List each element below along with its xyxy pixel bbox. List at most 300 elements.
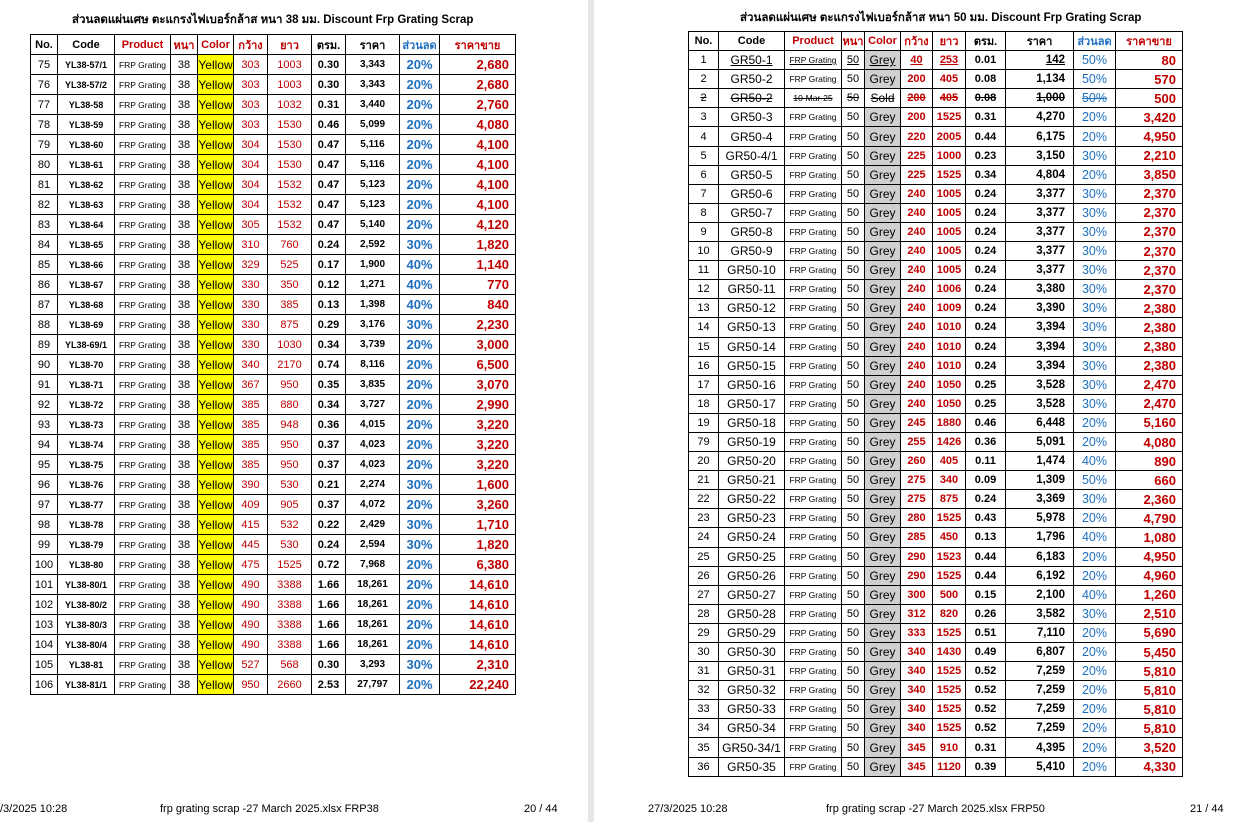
cell-width: 200 — [901, 70, 933, 89]
cell-price: 5,140 — [346, 215, 400, 235]
cell-code: YL38-61 — [58, 155, 115, 175]
cell-thickness: 50 — [842, 394, 865, 413]
cell-color: Grey — [865, 299, 901, 318]
cell-price: 3,582 — [1006, 604, 1074, 623]
cell-thickness: 38 — [171, 395, 198, 415]
cell-length: 820 — [933, 604, 966, 623]
cell-width: 225 — [901, 146, 933, 165]
cell-no: 85 — [31, 255, 58, 275]
cell-thickness: 50 — [842, 585, 865, 604]
cell-code: GR50-8 — [719, 222, 785, 241]
cell-length: 1530 — [268, 115, 312, 135]
cell-width: 340 — [901, 643, 933, 662]
cell-product: 10-Mar-25 — [785, 89, 842, 108]
header-code: Code — [58, 35, 115, 55]
cell-price: 2,594 — [346, 535, 400, 555]
cell-no: 97 — [31, 495, 58, 515]
table-row — [31, 635, 516, 655]
cell-no: 83 — [31, 215, 58, 235]
cell-price: 3,343 — [346, 55, 400, 75]
cell-code: GR50-14 — [719, 337, 785, 356]
cell-length: 1005 — [933, 203, 966, 222]
table-row — [689, 51, 1183, 70]
cell-code: GR50-3 — [719, 108, 785, 127]
cell-code: GR50-34/1 — [719, 738, 785, 757]
cell-color: Grey — [865, 318, 901, 337]
cell-length: 1525 — [933, 719, 966, 738]
cell-no: 5 — [689, 146, 719, 165]
cell-sale-price: 2,470 — [1116, 375, 1183, 394]
cell-length: 1430 — [933, 643, 966, 662]
cell-discount: 20% — [400, 615, 440, 635]
cell-length: 1525 — [933, 623, 966, 642]
cell-sqm: 0.52 — [966, 681, 1006, 700]
cell-no: 27 — [689, 585, 719, 604]
cell-code: YL38-81/1 — [58, 675, 115, 695]
left-price-table — [30, 34, 516, 695]
cell-length: 532 — [268, 515, 312, 535]
cell-price: 7,259 — [1006, 719, 1074, 738]
cell-sqm: 0.24 — [966, 299, 1006, 318]
cell-sale-price: 2,380 — [1116, 337, 1183, 356]
cell-code: GR50-22 — [719, 490, 785, 509]
cell-width: 40 — [901, 51, 933, 70]
cell-price: 5,116 — [346, 135, 400, 155]
cell-thickness: 38 — [171, 335, 198, 355]
cell-product: FRP Grating — [115, 55, 171, 75]
table-row — [689, 490, 1183, 509]
cell-product: FRP Grating — [115, 275, 171, 295]
cell-price: 3,390 — [1006, 299, 1074, 318]
table-row — [689, 547, 1183, 566]
cell-sale-price: 5,810 — [1116, 662, 1183, 681]
cell-product: FRP Grating — [785, 375, 842, 394]
cell-product: FRP Grating — [785, 738, 842, 757]
cell-sqm: 0.39 — [966, 757, 1006, 776]
cell-product: FRP Grating — [115, 195, 171, 215]
cell-color: Grey — [865, 261, 901, 280]
cell-discount: 20% — [1074, 757, 1116, 776]
cell-thickness: 38 — [171, 155, 198, 175]
cell-no: 6 — [689, 165, 719, 184]
left-page — [0, 0, 588, 822]
cell-color: Grey — [865, 394, 901, 413]
cell-width: 340 — [901, 700, 933, 719]
cell-thickness: 38 — [171, 135, 198, 155]
cell-code: YL38-67 — [58, 275, 115, 295]
cell-sqm: 0.23 — [966, 146, 1006, 165]
cell-product: FRP Grating — [785, 337, 842, 356]
cell-sqm: 0.08 — [966, 89, 1006, 108]
cell-no: 92 — [31, 395, 58, 415]
cell-discount: 30% — [1074, 222, 1116, 241]
header-product: Product — [785, 32, 842, 51]
table-row — [689, 356, 1183, 375]
cell-color: Yellow — [198, 395, 234, 415]
cell-product: FRP Grating — [115, 295, 171, 315]
cell-no: 101 — [31, 575, 58, 595]
left-table-body — [31, 55, 516, 695]
cell-width: 345 — [901, 738, 933, 757]
cell-sale-price: 3,000 — [440, 335, 516, 355]
cell-no: 4 — [689, 127, 719, 146]
cell-sqm: 0.47 — [312, 175, 346, 195]
cell-width: 240 — [901, 375, 933, 394]
cell-width: 385 — [234, 415, 268, 435]
cell-sale-price: 4,100 — [440, 135, 516, 155]
cell-price: 3,377 — [1006, 203, 1074, 222]
cell-length: 405 — [933, 452, 966, 471]
cell-price: 5,091 — [1006, 432, 1074, 451]
cell-sale-price: 2,370 — [1116, 280, 1183, 299]
cell-no: 93 — [31, 415, 58, 435]
cell-length: 530 — [268, 475, 312, 495]
cell-code: YL38-57/1 — [58, 55, 115, 75]
cell-no: 36 — [689, 757, 719, 776]
cell-price: 5,099 — [346, 115, 400, 135]
cell-product: FRP Grating — [785, 662, 842, 681]
cell-width: 245 — [901, 413, 933, 432]
cell-color: Yellow — [198, 175, 234, 195]
cell-no: 87 — [31, 295, 58, 315]
cell-width: 367 — [234, 375, 268, 395]
cell-width: 240 — [901, 242, 933, 261]
cell-discount: 20% — [400, 75, 440, 95]
cell-price: 4,023 — [346, 435, 400, 455]
cell-no: 102 — [31, 595, 58, 615]
cell-discount: 30% — [1074, 356, 1116, 375]
cell-length: 1005 — [933, 184, 966, 203]
cell-discount: 30% — [1074, 318, 1116, 337]
cell-product: FRP Grating — [785, 184, 842, 203]
cell-sqm: 0.24 — [312, 235, 346, 255]
cell-sale-price: 1,710 — [440, 515, 516, 535]
cell-sale-price: 4,950 — [1116, 547, 1183, 566]
cell-price: 7,968 — [346, 555, 400, 575]
cell-price: 18,261 — [346, 615, 400, 635]
cell-code: GR50-26 — [719, 566, 785, 585]
cell-discount: 30% — [1074, 280, 1116, 299]
cell-width: 409 — [234, 495, 268, 515]
cell-discount: 20% — [1074, 413, 1116, 432]
cell-product: FRP Grating — [115, 215, 171, 235]
cell-color: Yellow — [198, 235, 234, 255]
cell-color: Grey — [865, 738, 901, 757]
cell-price: 2,274 — [346, 475, 400, 495]
table-row — [31, 495, 516, 515]
cell-sqm: 0.72 — [312, 555, 346, 575]
cell-code: YL38-64 — [58, 215, 115, 235]
cell-discount: 20% — [1074, 509, 1116, 528]
cell-code: GR50-10 — [719, 261, 785, 280]
cell-sale-price: 3,070 — [440, 375, 516, 395]
right-price-table — [688, 31, 1183, 777]
cell-sqm: 0.74 — [312, 355, 346, 375]
cell-color: Yellow — [198, 215, 234, 235]
cell-no: 18 — [689, 394, 719, 413]
cell-product: FRP Grating — [785, 719, 842, 738]
cell-price: 3,293 — [346, 655, 400, 675]
table-row — [689, 299, 1183, 318]
cell-thickness: 50 — [842, 280, 865, 299]
cell-sale-price: 5,810 — [1116, 700, 1183, 719]
cell-width: 200 — [901, 89, 933, 108]
cell-price: 3,377 — [1006, 222, 1074, 241]
cell-no: 19 — [689, 413, 719, 432]
cell-length: 950 — [268, 455, 312, 475]
cell-no: 103 — [31, 615, 58, 635]
cell-price: 142 — [1006, 51, 1074, 70]
cell-color: Grey — [865, 146, 901, 165]
cell-sale-price: 840 — [440, 295, 516, 315]
cell-price: 3,377 — [1006, 242, 1074, 261]
table-row — [689, 280, 1183, 299]
cell-sale-price: 3,520 — [1116, 738, 1183, 757]
cell-sqm: 0.24 — [966, 184, 1006, 203]
cell-length: 450 — [933, 528, 966, 547]
cell-width: 950 — [234, 675, 268, 695]
cell-price: 5,978 — [1006, 509, 1074, 528]
cell-sqm: 1.66 — [312, 635, 346, 655]
cell-thickness: 38 — [171, 55, 198, 75]
cell-price: 6,183 — [1006, 547, 1074, 566]
cell-no: 28 — [689, 604, 719, 623]
cell-sqm: 0.13 — [312, 295, 346, 315]
table-row — [689, 681, 1183, 700]
table-row — [689, 146, 1183, 165]
cell-discount: 40% — [400, 295, 440, 315]
cell-color: Yellow — [198, 495, 234, 515]
cell-thickness: 50 — [842, 375, 865, 394]
cell-discount: 30% — [400, 315, 440, 335]
cell-code: YL38-60 — [58, 135, 115, 155]
cell-price: 3,343 — [346, 75, 400, 95]
cell-product: FRP Grating — [115, 395, 171, 415]
cell-sqm: 0.31 — [966, 738, 1006, 757]
cell-product: FRP Grating — [115, 675, 171, 695]
cell-sale-price: 1,260 — [1116, 585, 1183, 604]
cell-no: 20 — [689, 452, 719, 471]
cell-sale-price: 5,450 — [1116, 643, 1183, 662]
table-row — [689, 662, 1183, 681]
cell-sale-price: 1,140 — [440, 255, 516, 275]
cell-thickness: 50 — [842, 700, 865, 719]
cell-color: Yellow — [198, 535, 234, 555]
cell-sale-price: 5,160 — [1116, 413, 1183, 432]
cell-discount: 20% — [400, 55, 440, 75]
cell-code: YL38-80 — [58, 555, 115, 575]
cell-code: GR50-20 — [719, 452, 785, 471]
cell-thickness: 50 — [842, 566, 865, 585]
cell-thickness: 50 — [842, 643, 865, 662]
cell-sqm: 0.08 — [966, 70, 1006, 89]
cell-price: 8,116 — [346, 355, 400, 375]
cell-code: YL38-65 — [58, 235, 115, 255]
cell-width: 275 — [901, 471, 933, 490]
header-price: ราคา — [346, 35, 400, 55]
cell-price: 3,176 — [346, 315, 400, 335]
cell-discount: 30% — [400, 535, 440, 555]
cell-length: 1050 — [933, 375, 966, 394]
cell-discount: 20% — [1074, 623, 1116, 642]
cell-code: GR50-5 — [719, 165, 785, 184]
cell-color: Yellow — [198, 95, 234, 115]
cell-price: 1,271 — [346, 275, 400, 295]
cell-sqm: 0.34 — [312, 335, 346, 355]
cell-color: Grey — [865, 528, 901, 547]
cell-price: 3,528 — [1006, 375, 1074, 394]
table-row — [31, 75, 516, 95]
cell-code: GR50-2 — [719, 89, 785, 108]
cell-thickness: 50 — [842, 623, 865, 642]
cell-no: 25 — [689, 547, 719, 566]
cell-sqm: 0.29 — [312, 315, 346, 335]
cell-code: YL38-80/4 — [58, 635, 115, 655]
cell-sqm: 0.46 — [966, 413, 1006, 432]
cell-discount: 20% — [400, 375, 440, 395]
cell-color: Grey — [865, 280, 901, 299]
cell-discount: 20% — [400, 435, 440, 455]
cell-thickness: 50 — [842, 490, 865, 509]
right-page-title: ส่วนลดแผ่นเศษ ตะแกรงไฟเบอร์กล้าส หนา 50 มม. Discount Frp Grating Scrap — [740, 12, 1142, 24]
cell-product: FRP Grating — [785, 528, 842, 547]
table-row — [689, 413, 1183, 432]
cell-thickness: 50 — [842, 261, 865, 280]
header-product: Product — [115, 35, 171, 55]
cell-sale-price: 4,100 — [440, 195, 516, 215]
cell-color: Yellow — [198, 255, 234, 275]
cell-price: 4,804 — [1006, 165, 1074, 184]
cell-color: Yellow — [198, 615, 234, 635]
table-row — [31, 315, 516, 335]
cell-product: FRP Grating — [115, 575, 171, 595]
header-no: No. — [689, 32, 719, 51]
cell-sqm: 0.37 — [312, 435, 346, 455]
cell-color: Grey — [865, 184, 901, 203]
cell-color: Grey — [865, 452, 901, 471]
cell-code: GR50-32 — [719, 681, 785, 700]
cell-length: 905 — [268, 495, 312, 515]
cell-product: FRP Grating — [115, 455, 171, 475]
left-footer-page: 20 / 44 — [524, 803, 558, 815]
cell-width: 340 — [901, 662, 933, 681]
table-row — [689, 222, 1183, 241]
header-sqm: ตรม. — [966, 32, 1006, 51]
cell-length: 1532 — [268, 175, 312, 195]
cell-no: 86 — [31, 275, 58, 295]
cell-product: FRP Grating — [785, 203, 842, 222]
cell-length: 1532 — [268, 195, 312, 215]
cell-code: GR50-7 — [719, 203, 785, 222]
cell-code: YL38-73 — [58, 415, 115, 435]
cell-width: 385 — [234, 455, 268, 475]
table-row — [31, 335, 516, 355]
cell-color: Grey — [865, 757, 901, 776]
cell-width: 340 — [901, 681, 933, 700]
cell-length: 1003 — [268, 55, 312, 75]
cell-color: Yellow — [198, 595, 234, 615]
cell-thickness: 50 — [842, 719, 865, 738]
header-discount: ส่วนลด — [1074, 32, 1116, 51]
cell-price: 5,410 — [1006, 757, 1074, 776]
cell-no: 23 — [689, 509, 719, 528]
table-row — [689, 394, 1183, 413]
header-color: Color — [865, 32, 901, 51]
cell-sqm: 0.09 — [966, 471, 1006, 490]
cell-product: FRP Grating — [115, 155, 171, 175]
cell-thickness: 50 — [842, 413, 865, 432]
table-row — [689, 70, 1183, 89]
cell-code: YL38-58 — [58, 95, 115, 115]
cell-width: 330 — [234, 315, 268, 335]
cell-product: FRP Grating — [785, 165, 842, 184]
cell-discount: 50% — [1074, 51, 1116, 70]
cell-sqm: 0.43 — [966, 509, 1006, 528]
cell-no: 16 — [689, 356, 719, 375]
cell-product: FRP Grating — [785, 604, 842, 623]
cell-sale-price: 2,360 — [1116, 490, 1183, 509]
cell-sale-price: 2,380 — [1116, 299, 1183, 318]
cell-width: 312 — [901, 604, 933, 623]
cell-product: FRP Grating — [115, 175, 171, 195]
cell-length: 1525 — [933, 681, 966, 700]
cell-sale-price: 4,080 — [440, 115, 516, 135]
cell-code: YL38-70 — [58, 355, 115, 375]
cell-code: YL38-69 — [58, 315, 115, 335]
header-discount: ส่วนลด — [400, 35, 440, 55]
table-row — [31, 555, 516, 575]
cell-code: YL38-76 — [58, 475, 115, 495]
cell-sqm: 0.30 — [312, 655, 346, 675]
cell-code: YL38-57/2 — [58, 75, 115, 95]
cell-no: 76 — [31, 75, 58, 95]
cell-product: FRP Grating — [785, 413, 842, 432]
cell-sqm: 0.01 — [966, 51, 1006, 70]
cell-no: 105 — [31, 655, 58, 675]
cell-no: 17 — [689, 375, 719, 394]
right-footer-file: frp grating scrap -27 March 2025.xlsx FRP50 — [826, 803, 1045, 815]
cell-code: GR50-34 — [719, 719, 785, 738]
cell-width: 310 — [234, 235, 268, 255]
cell-sqm: 0.17 — [312, 255, 346, 275]
cell-thickness: 38 — [171, 175, 198, 195]
right-page — [594, 0, 1239, 822]
cell-no: 106 — [31, 675, 58, 695]
cell-no: 24 — [689, 528, 719, 547]
cell-no: 2 — [689, 70, 719, 89]
cell-width: 275 — [901, 490, 933, 509]
cell-code: GR50-9 — [719, 242, 785, 261]
table-row — [689, 108, 1183, 127]
header-code: Code — [719, 32, 785, 51]
cell-width: 240 — [901, 356, 933, 375]
cell-length: 1050 — [933, 394, 966, 413]
cell-no: 22 — [689, 490, 719, 509]
cell-sale-price: 3,220 — [440, 435, 516, 455]
cell-code: GR50-21 — [719, 471, 785, 490]
table-row — [31, 355, 516, 375]
cell-length: 1525 — [933, 566, 966, 585]
cell-no: 31 — [689, 662, 719, 681]
cell-thickness: 50 — [842, 318, 865, 337]
cell-thickness: 50 — [842, 242, 865, 261]
cell-discount: 20% — [400, 335, 440, 355]
cell-color: Yellow — [198, 115, 234, 135]
cell-color: Grey — [865, 509, 901, 528]
cell-discount: 20% — [400, 175, 440, 195]
cell-price: 6,807 — [1006, 643, 1074, 662]
cell-thickness: 50 — [842, 127, 865, 146]
